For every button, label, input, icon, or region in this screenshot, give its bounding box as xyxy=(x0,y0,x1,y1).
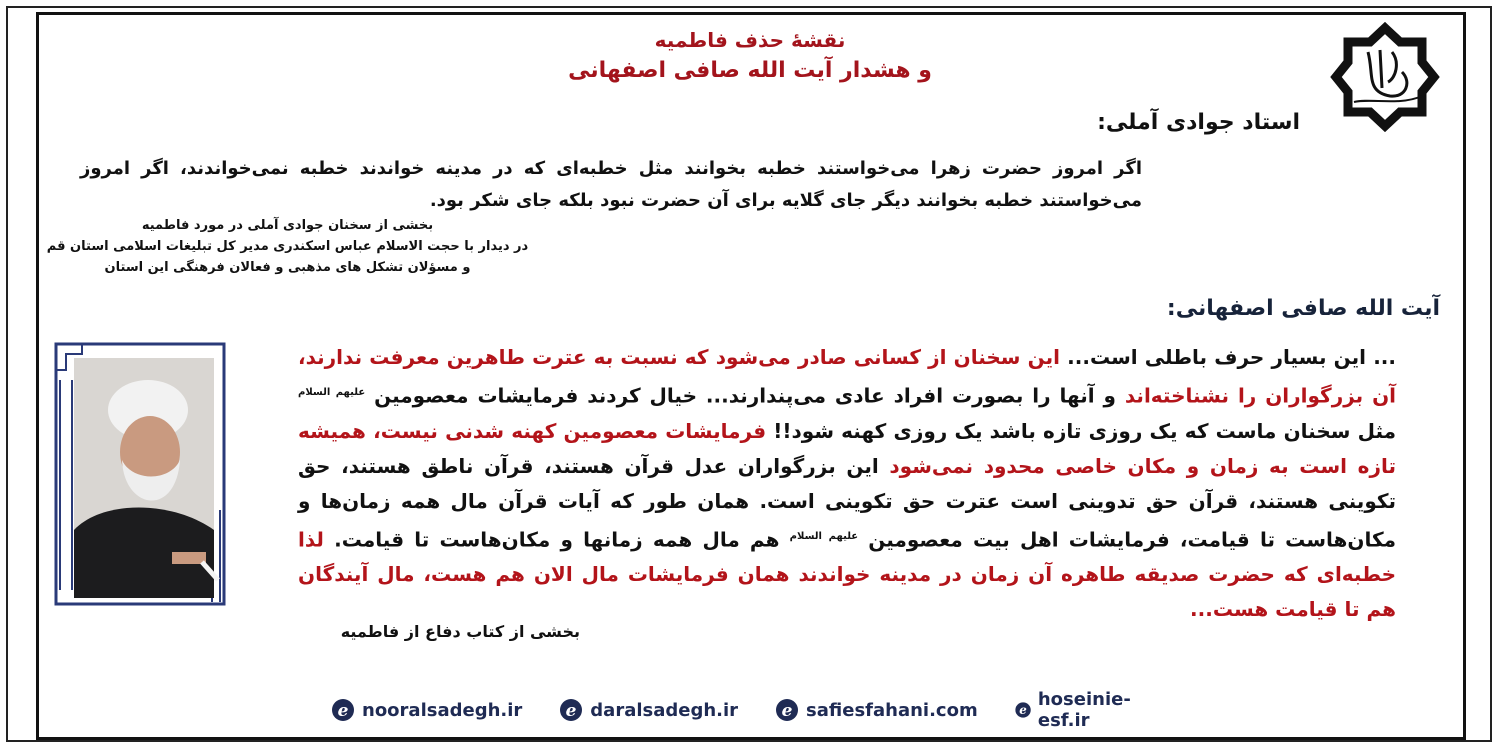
title-line-1: نقشۀ حذف فاطمیه xyxy=(654,28,846,52)
web-e-icon xyxy=(774,697,800,723)
web-e-icon xyxy=(558,697,584,723)
website-links xyxy=(330,689,1131,731)
quote2-honorific-2: علیهم السلام xyxy=(789,530,859,542)
poster-title xyxy=(520,26,980,88)
quote2-part-3: و آنها را بصورت افراد عادی می‌پندارند... خیال کردند فرمایشات معصومین xyxy=(365,383,1125,408)
caption-book-source: بخشی از کتاب دفاع از فاطمیه xyxy=(340,622,580,641)
caption1-line-1: بخشی از سخنان جوادی آملی در مورد فاطمیه xyxy=(141,218,434,233)
link-safiesfahani[interactable] xyxy=(774,697,978,723)
quote2-highlight-3: لذا خطبه‌ای که حضرت صدیقه طاهره آن زمان در مدینه خواندند همان فرمایشات مال الان هم هست، مال آیندگان هم تا قیامت هست... xyxy=(298,527,1396,622)
link-text: daralsadegh.ir xyxy=(590,699,739,721)
speaker-javadi-amoli: استاد جوادی آملی: xyxy=(1097,110,1300,135)
link-text: hoseinie-esf.ir xyxy=(1037,689,1131,731)
quote2-highlight-1: این سخنان از کسانی صادر می‌شود که نسبت به عترت طاهرین معرفت ندارند، آن بزرگواران را نشناخته‌اند xyxy=(298,345,1396,408)
svg-text:e: e xyxy=(1019,703,1027,718)
link-text: safiesfahani.com xyxy=(806,699,978,721)
svg-text:e: e xyxy=(337,701,349,721)
web-e-icon xyxy=(1014,697,1032,723)
quote2-part-6: این بزرگواران عدل قرآن هستند، قرآن ناطق هستند، حق تکوینی هستند، قرآن حق تدوینی است عترت حق تکوینی است. همان طور که آیات قرآن مال همه زمان‌ها و مکان‌هاست تا قیامت، فرمایشات اهل بیت معصومین xyxy=(298,453,1396,552)
institute-logo xyxy=(1330,22,1440,132)
quote-javadi-amoli: اگر امروز حضرت زهرا می‌خواستند خطبه بخوانند مثل خطبه‌ای که در مدینه خواندند خطبه نمی‌خواندند، اگر امروز می‌خواستند خطبه بخوانند دیگر جای گلایه برای آن حضرت نبود بلکه جای شکر بود. xyxy=(80,158,1142,211)
quote2-honorific-1: علیهم السلام xyxy=(298,387,366,398)
link-nooralsadegh[interactable] xyxy=(330,697,522,723)
svg-text:e: e xyxy=(565,701,577,721)
title-line-2: و هشدار آیت الله صافی اصفهانی xyxy=(568,58,932,83)
quote-safi-esfahani xyxy=(298,340,1396,627)
svg-text:e: e xyxy=(781,701,793,721)
portrait-photo xyxy=(52,340,228,608)
quote2-part-1: ... این بسیار حرف باطلی است... xyxy=(1060,345,1396,369)
link-hoseinie-esf[interactable] xyxy=(1014,689,1139,731)
link-daralsadegh[interactable] xyxy=(558,697,738,723)
caption-javadi-source xyxy=(40,215,535,278)
link-text: nooralsadegh.ir xyxy=(362,699,523,721)
quote2-part-4: مثل سخنان ماست که یک روزی تازه باشد یک روزی کهنه شود!! xyxy=(766,418,1396,443)
quote2-part-7: هم مال همه زمانها و مکان‌هاست تا قیامت. xyxy=(323,527,790,552)
speaker-safi-esfahani: آیت الله صافی اصفهانی: xyxy=(1166,296,1440,321)
caption1-line-3: و مسؤلان تشکل های مذهبی و فعالان فرهنگی این استان xyxy=(104,260,471,275)
web-e-icon xyxy=(330,697,356,723)
quote2-highlight-2: فرمایشات معصومین کهنه شدنی نیست، همیشه تازه است به زمان و مکان خاصی محدود نمی‌شود xyxy=(298,418,1396,478)
caption1-line-2: در دیدار با حجت الاسلام عباس اسکندری مدیر کل تبلیغات اسلامی استان قم xyxy=(46,239,529,254)
